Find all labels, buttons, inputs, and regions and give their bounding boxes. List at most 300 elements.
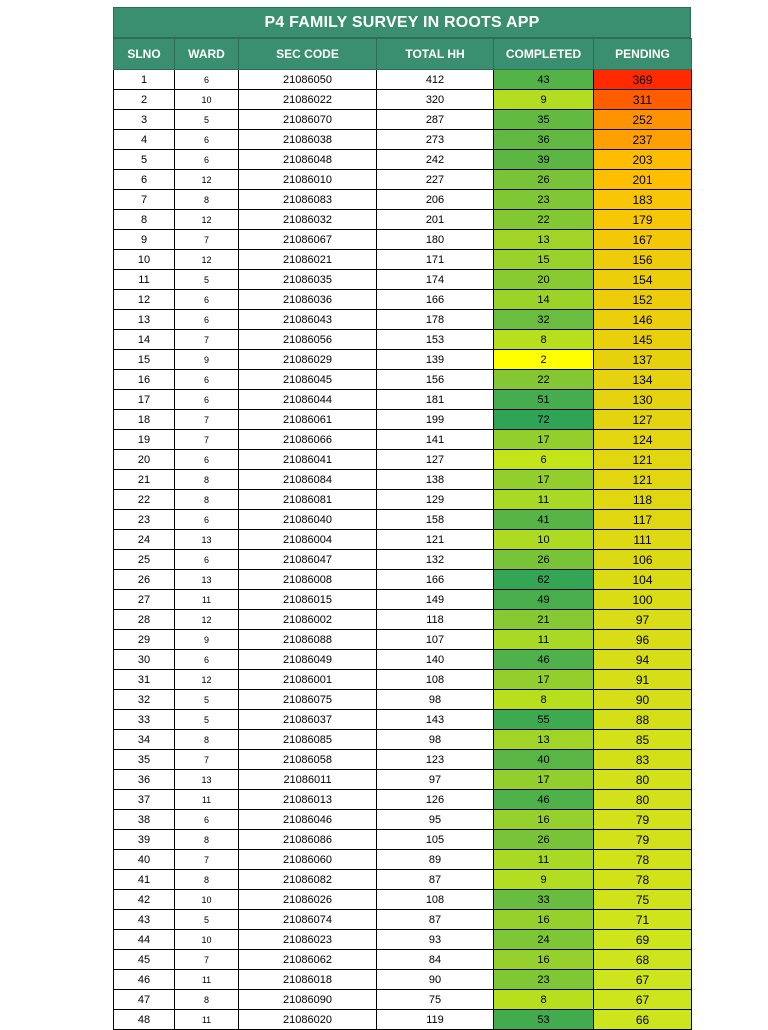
cell-pending: 154 — [594, 270, 692, 290]
table-row — [114, 90, 692, 110]
cell-sec-code: 21086013 — [239, 790, 377, 810]
cell-sec-code: 21086011 — [239, 770, 377, 790]
cell-sec-code: 21086022 — [239, 90, 377, 110]
cell-completed: 11 — [494, 850, 594, 870]
cell-sec-code: 21086041 — [239, 450, 377, 470]
cell-total-hh: 140 — [377, 650, 494, 670]
table-row — [114, 450, 692, 470]
cell-slno: 34 — [114, 730, 175, 750]
cell-ward: 13 — [175, 770, 239, 790]
cell-ward: 6 — [175, 70, 239, 90]
cell-completed: 11 — [494, 630, 594, 650]
cell-slno: 17 — [114, 390, 175, 410]
cell-completed: 55 — [494, 710, 594, 730]
cell-completed: 46 — [494, 790, 594, 810]
cell-ward: 7 — [175, 230, 239, 250]
cell-pending: 121 — [594, 450, 692, 470]
table-row — [114, 110, 692, 130]
cell-pending: 203 — [594, 150, 692, 170]
cell-ward: 11 — [175, 970, 239, 990]
cell-pending: 79 — [594, 810, 692, 830]
cell-pending: 117 — [594, 510, 692, 530]
cell-sec-code: 21086058 — [239, 750, 377, 770]
cell-total-hh: 181 — [377, 390, 494, 410]
table-row — [114, 670, 692, 690]
cell-sec-code: 21086056 — [239, 330, 377, 350]
cell-total-hh: 412 — [377, 70, 494, 90]
cell-slno: 13 — [114, 310, 175, 330]
cell-sec-code: 21086036 — [239, 290, 377, 310]
cell-sec-code: 21086021 — [239, 250, 377, 270]
cell-ward: 10 — [175, 890, 239, 910]
cell-pending: 79 — [594, 830, 692, 850]
header-pending: PENDING — [594, 39, 692, 70]
cell-slno: 22 — [114, 490, 175, 510]
cell-sec-code: 21086083 — [239, 190, 377, 210]
cell-pending: 121 — [594, 470, 692, 490]
cell-ward: 6 — [175, 150, 239, 170]
cell-slno: 39 — [114, 830, 175, 850]
table-row — [114, 630, 692, 650]
table-row — [114, 270, 692, 290]
cell-slno: 18 — [114, 410, 175, 430]
cell-pending: 67 — [594, 990, 692, 1010]
cell-total-hh: 153 — [377, 330, 494, 350]
cell-total-hh: 178 — [377, 310, 494, 330]
cell-sec-code: 21086029 — [239, 350, 377, 370]
cell-total-hh: 107 — [377, 630, 494, 650]
table-row — [114, 510, 692, 530]
cell-sec-code: 21086023 — [239, 930, 377, 950]
cell-slno: 10 — [114, 250, 175, 270]
cell-ward: 5 — [175, 690, 239, 710]
cell-sec-code: 21086050 — [239, 70, 377, 90]
cell-completed: 40 — [494, 750, 594, 770]
cell-pending: 124 — [594, 430, 692, 450]
table-row — [114, 70, 692, 90]
cell-completed: 2 — [494, 350, 594, 370]
cell-pending: 183 — [594, 190, 692, 210]
cell-ward: 11 — [175, 790, 239, 810]
cell-slno: 45 — [114, 950, 175, 970]
cell-sec-code: 21086037 — [239, 710, 377, 730]
cell-pending: 130 — [594, 390, 692, 410]
cell-completed: 13 — [494, 730, 594, 750]
cell-slno: 19 — [114, 430, 175, 450]
table-row — [114, 190, 692, 210]
cell-slno: 46 — [114, 970, 175, 990]
cell-ward: 8 — [175, 190, 239, 210]
cell-total-hh: 227 — [377, 170, 494, 190]
cell-completed: 13 — [494, 230, 594, 250]
cell-total-hh: 139 — [377, 350, 494, 370]
cell-slno: 47 — [114, 990, 175, 1010]
cell-ward: 7 — [175, 430, 239, 450]
cell-slno: 36 — [114, 770, 175, 790]
cell-slno: 44 — [114, 930, 175, 950]
cell-sec-code: 21086044 — [239, 390, 377, 410]
table-row — [114, 790, 692, 810]
cell-slno: 5 — [114, 150, 175, 170]
cell-slno: 8 — [114, 210, 175, 230]
cell-pending: 201 — [594, 170, 692, 190]
cell-completed: 43 — [494, 70, 594, 90]
table-row — [114, 290, 692, 310]
cell-ward: 7 — [175, 950, 239, 970]
cell-sec-code: 21086040 — [239, 510, 377, 530]
cell-sec-code: 21086018 — [239, 970, 377, 990]
cell-total-hh: 171 — [377, 250, 494, 270]
cell-total-hh: 166 — [377, 570, 494, 590]
cell-sec-code: 21086061 — [239, 410, 377, 430]
cell-total-hh: 141 — [377, 430, 494, 450]
table-row — [114, 590, 692, 610]
cell-pending: 88 — [594, 710, 692, 730]
cell-ward: 6 — [175, 130, 239, 150]
cell-total-hh: 97 — [377, 770, 494, 790]
table-row — [114, 410, 692, 430]
table-row — [114, 550, 692, 570]
cell-slno: 1 — [114, 70, 175, 90]
cell-total-hh: 143 — [377, 710, 494, 730]
table-row — [114, 350, 692, 370]
cell-pending: 94 — [594, 650, 692, 670]
cell-completed: 22 — [494, 210, 594, 230]
cell-total-hh: 108 — [377, 670, 494, 690]
table-row — [114, 430, 692, 450]
cell-completed: 16 — [494, 950, 594, 970]
cell-completed: 14 — [494, 290, 594, 310]
cell-pending: 78 — [594, 850, 692, 870]
cell-completed: 17 — [494, 770, 594, 790]
cell-pending: 152 — [594, 290, 692, 310]
cell-sec-code: 21086015 — [239, 590, 377, 610]
cell-total-hh: 98 — [377, 690, 494, 710]
cell-slno: 38 — [114, 810, 175, 830]
cell-completed: 23 — [494, 190, 594, 210]
cell-slno: 42 — [114, 890, 175, 910]
cell-pending: 137 — [594, 350, 692, 370]
cell-slno: 25 — [114, 550, 175, 570]
cell-slno: 27 — [114, 590, 175, 610]
cell-total-hh: 87 — [377, 910, 494, 930]
cell-pending: 78 — [594, 870, 692, 890]
cell-sec-code: 21086038 — [239, 130, 377, 150]
cell-total-hh: 156 — [377, 370, 494, 390]
cell-pending: 85 — [594, 730, 692, 750]
table-row — [114, 530, 692, 550]
cell-total-hh: 166 — [377, 290, 494, 310]
cell-total-hh: 158 — [377, 510, 494, 530]
cell-completed: 15 — [494, 250, 594, 270]
cell-ward: 7 — [175, 750, 239, 770]
cell-completed: 26 — [494, 550, 594, 570]
cell-slno: 23 — [114, 510, 175, 530]
header-total-hh: TOTAL HH — [377, 39, 494, 70]
cell-completed: 26 — [494, 830, 594, 850]
table-row — [114, 170, 692, 190]
cell-sec-code: 21086085 — [239, 730, 377, 750]
table-row — [114, 310, 692, 330]
cell-slno: 7 — [114, 190, 175, 210]
cell-ward: 6 — [175, 390, 239, 410]
cell-pending: 96 — [594, 630, 692, 650]
cell-ward: 11 — [175, 1010, 239, 1030]
cell-completed: 39 — [494, 150, 594, 170]
cell-pending: 100 — [594, 590, 692, 610]
cell-ward: 7 — [175, 410, 239, 430]
cell-completed: 33 — [494, 890, 594, 910]
cell-total-hh: 118 — [377, 610, 494, 630]
table-body — [114, 70, 692, 1030]
cell-total-hh: 180 — [377, 230, 494, 250]
table-row — [114, 250, 692, 270]
cell-pending: 311 — [594, 90, 692, 110]
cell-sec-code: 21086010 — [239, 170, 377, 190]
cell-slno: 41 — [114, 870, 175, 890]
cell-pending: 156 — [594, 250, 692, 270]
table-row — [114, 910, 692, 930]
cell-slno: 9 — [114, 230, 175, 250]
table-row — [114, 1010, 692, 1030]
table-row — [114, 750, 692, 770]
cell-ward: 5 — [175, 710, 239, 730]
cell-completed: 46 — [494, 650, 594, 670]
cell-ward: 6 — [175, 450, 239, 470]
cell-total-hh: 84 — [377, 950, 494, 970]
cell-pending: 67 — [594, 970, 692, 990]
cell-total-hh: 123 — [377, 750, 494, 770]
cell-ward: 13 — [175, 570, 239, 590]
cell-sec-code: 21086020 — [239, 1010, 377, 1030]
cell-pending: 369 — [594, 70, 692, 90]
cell-completed: 8 — [494, 990, 594, 1010]
cell-total-hh: 129 — [377, 490, 494, 510]
cell-completed: 62 — [494, 570, 594, 590]
survey-sheet — [113, 7, 691, 1030]
cell-completed: 72 — [494, 410, 594, 430]
cell-slno: 14 — [114, 330, 175, 350]
cell-pending: 127 — [594, 410, 692, 430]
header-slno: SLNO — [114, 39, 175, 70]
cell-completed: 53 — [494, 1010, 594, 1030]
cell-pending: 237 — [594, 130, 692, 150]
cell-completed: 17 — [494, 470, 594, 490]
cell-sec-code: 21086047 — [239, 550, 377, 570]
cell-slno: 2 — [114, 90, 175, 110]
header-ward: WARD — [175, 39, 239, 70]
cell-pending: 167 — [594, 230, 692, 250]
cell-sec-code: 21086035 — [239, 270, 377, 290]
cell-completed: 9 — [494, 870, 594, 890]
cell-pending: 104 — [594, 570, 692, 590]
cell-slno: 40 — [114, 850, 175, 870]
table-row — [114, 710, 692, 730]
cell-ward: 10 — [175, 930, 239, 950]
cell-ward: 8 — [175, 990, 239, 1010]
cell-ward: 6 — [175, 650, 239, 670]
cell-slno: 32 — [114, 690, 175, 710]
cell-sec-code: 21086086 — [239, 830, 377, 850]
table-row — [114, 210, 692, 230]
cell-total-hh: 87 — [377, 870, 494, 890]
cell-completed: 20 — [494, 270, 594, 290]
cell-pending: 179 — [594, 210, 692, 230]
cell-ward: 8 — [175, 470, 239, 490]
cell-ward: 9 — [175, 350, 239, 370]
cell-ward: 7 — [175, 850, 239, 870]
cell-total-hh: 242 — [377, 150, 494, 170]
cell-completed: 8 — [494, 690, 594, 710]
cell-ward: 6 — [175, 550, 239, 570]
cell-completed: 51 — [494, 390, 594, 410]
cell-pending: 68 — [594, 950, 692, 970]
cell-pending: 75 — [594, 890, 692, 910]
cell-sec-code: 21086008 — [239, 570, 377, 590]
cell-total-hh: 119 — [377, 1010, 494, 1030]
cell-pending: 83 — [594, 750, 692, 770]
table-row — [114, 890, 692, 910]
table-row — [114, 950, 692, 970]
cell-sec-code: 21086074 — [239, 910, 377, 930]
cell-total-hh: 126 — [377, 790, 494, 810]
table-row — [114, 830, 692, 850]
cell-ward: 12 — [175, 610, 239, 630]
cell-total-hh: 138 — [377, 470, 494, 490]
cell-sec-code: 21086043 — [239, 310, 377, 330]
cell-pending: 91 — [594, 670, 692, 690]
cell-completed: 36 — [494, 130, 594, 150]
cell-ward: 6 — [175, 510, 239, 530]
header-sec-code: SEC CODE — [239, 39, 377, 70]
cell-total-hh: 199 — [377, 410, 494, 430]
table-row — [114, 870, 692, 890]
cell-ward: 9 — [175, 630, 239, 650]
cell-total-hh: 75 — [377, 990, 494, 1010]
cell-slno: 35 — [114, 750, 175, 770]
table-row — [114, 470, 692, 490]
cell-ward: 5 — [175, 910, 239, 930]
cell-completed: 22 — [494, 370, 594, 390]
cell-ward: 7 — [175, 330, 239, 350]
cell-ward: 12 — [175, 210, 239, 230]
cell-slno: 12 — [114, 290, 175, 310]
cell-completed: 21 — [494, 610, 594, 630]
cell-completed: 26 — [494, 170, 594, 190]
table-row — [114, 230, 692, 250]
cell-sec-code: 21086067 — [239, 230, 377, 250]
table-row — [114, 390, 692, 410]
cell-sec-code: 21086001 — [239, 670, 377, 690]
table-row — [114, 330, 692, 350]
cell-total-hh: 98 — [377, 730, 494, 750]
cell-slno: 30 — [114, 650, 175, 670]
cell-slno: 4 — [114, 130, 175, 150]
table-row — [114, 930, 692, 950]
cell-slno: 16 — [114, 370, 175, 390]
cell-pending: 69 — [594, 930, 692, 950]
cell-total-hh: 287 — [377, 110, 494, 130]
cell-slno: 11 — [114, 270, 175, 290]
cell-completed: 16 — [494, 910, 594, 930]
cell-ward: 8 — [175, 730, 239, 750]
cell-pending: 106 — [594, 550, 692, 570]
cell-pending: 71 — [594, 910, 692, 930]
table-row — [114, 650, 692, 670]
cell-sec-code: 21086088 — [239, 630, 377, 650]
cell-ward: 6 — [175, 370, 239, 390]
cell-total-hh: 108 — [377, 890, 494, 910]
cell-sec-code: 21086066 — [239, 430, 377, 450]
cell-pending: 80 — [594, 770, 692, 790]
cell-completed: 11 — [494, 490, 594, 510]
cell-slno: 3 — [114, 110, 175, 130]
cell-total-hh: 95 — [377, 810, 494, 830]
table-row — [114, 370, 692, 390]
cell-ward: 5 — [175, 110, 239, 130]
cell-ward: 5 — [175, 270, 239, 290]
cell-total-hh: 132 — [377, 550, 494, 570]
table-row — [114, 990, 692, 1010]
cell-sec-code: 21086032 — [239, 210, 377, 230]
table-row — [114, 810, 692, 830]
cell-completed: 41 — [494, 510, 594, 530]
cell-slno: 48 — [114, 1010, 175, 1030]
cell-ward: 12 — [175, 250, 239, 270]
cell-sec-code: 21086082 — [239, 870, 377, 890]
cell-sec-code: 21086045 — [239, 370, 377, 390]
cell-total-hh: 127 — [377, 450, 494, 470]
cell-ward: 12 — [175, 670, 239, 690]
table-row — [114, 850, 692, 870]
cell-completed: 6 — [494, 450, 594, 470]
cell-slno: 6 — [114, 170, 175, 190]
sheet-title: P4 FAMILY SURVEY IN ROOTS APP — [113, 7, 691, 38]
cell-total-hh: 206 — [377, 190, 494, 210]
cell-total-hh: 149 — [377, 590, 494, 610]
cell-slno: 26 — [114, 570, 175, 590]
cell-slno: 21 — [114, 470, 175, 490]
cell-slno: 24 — [114, 530, 175, 550]
cell-ward: 8 — [175, 870, 239, 890]
cell-total-hh: 174 — [377, 270, 494, 290]
table-row — [114, 150, 692, 170]
cell-sec-code: 21086046 — [239, 810, 377, 830]
cell-completed: 17 — [494, 430, 594, 450]
cell-sec-code: 21086090 — [239, 990, 377, 1010]
cell-completed: 17 — [494, 670, 594, 690]
table-row — [114, 490, 692, 510]
cell-completed: 32 — [494, 310, 594, 330]
cell-completed: 10 — [494, 530, 594, 550]
cell-total-hh: 273 — [377, 130, 494, 150]
cell-sec-code: 21086026 — [239, 890, 377, 910]
cell-sec-code: 21086060 — [239, 850, 377, 870]
cell-ward: 6 — [175, 810, 239, 830]
table-row — [114, 970, 692, 990]
cell-completed: 35 — [494, 110, 594, 130]
cell-sec-code: 21086049 — [239, 650, 377, 670]
cell-sec-code: 21086004 — [239, 530, 377, 550]
table-row — [114, 570, 692, 590]
cell-completed: 49 — [494, 590, 594, 610]
table-row — [114, 130, 692, 150]
header-row — [114, 39, 692, 70]
cell-completed: 16 — [494, 810, 594, 830]
cell-slno: 33 — [114, 710, 175, 730]
cell-total-hh: 89 — [377, 850, 494, 870]
cell-sec-code: 21086081 — [239, 490, 377, 510]
